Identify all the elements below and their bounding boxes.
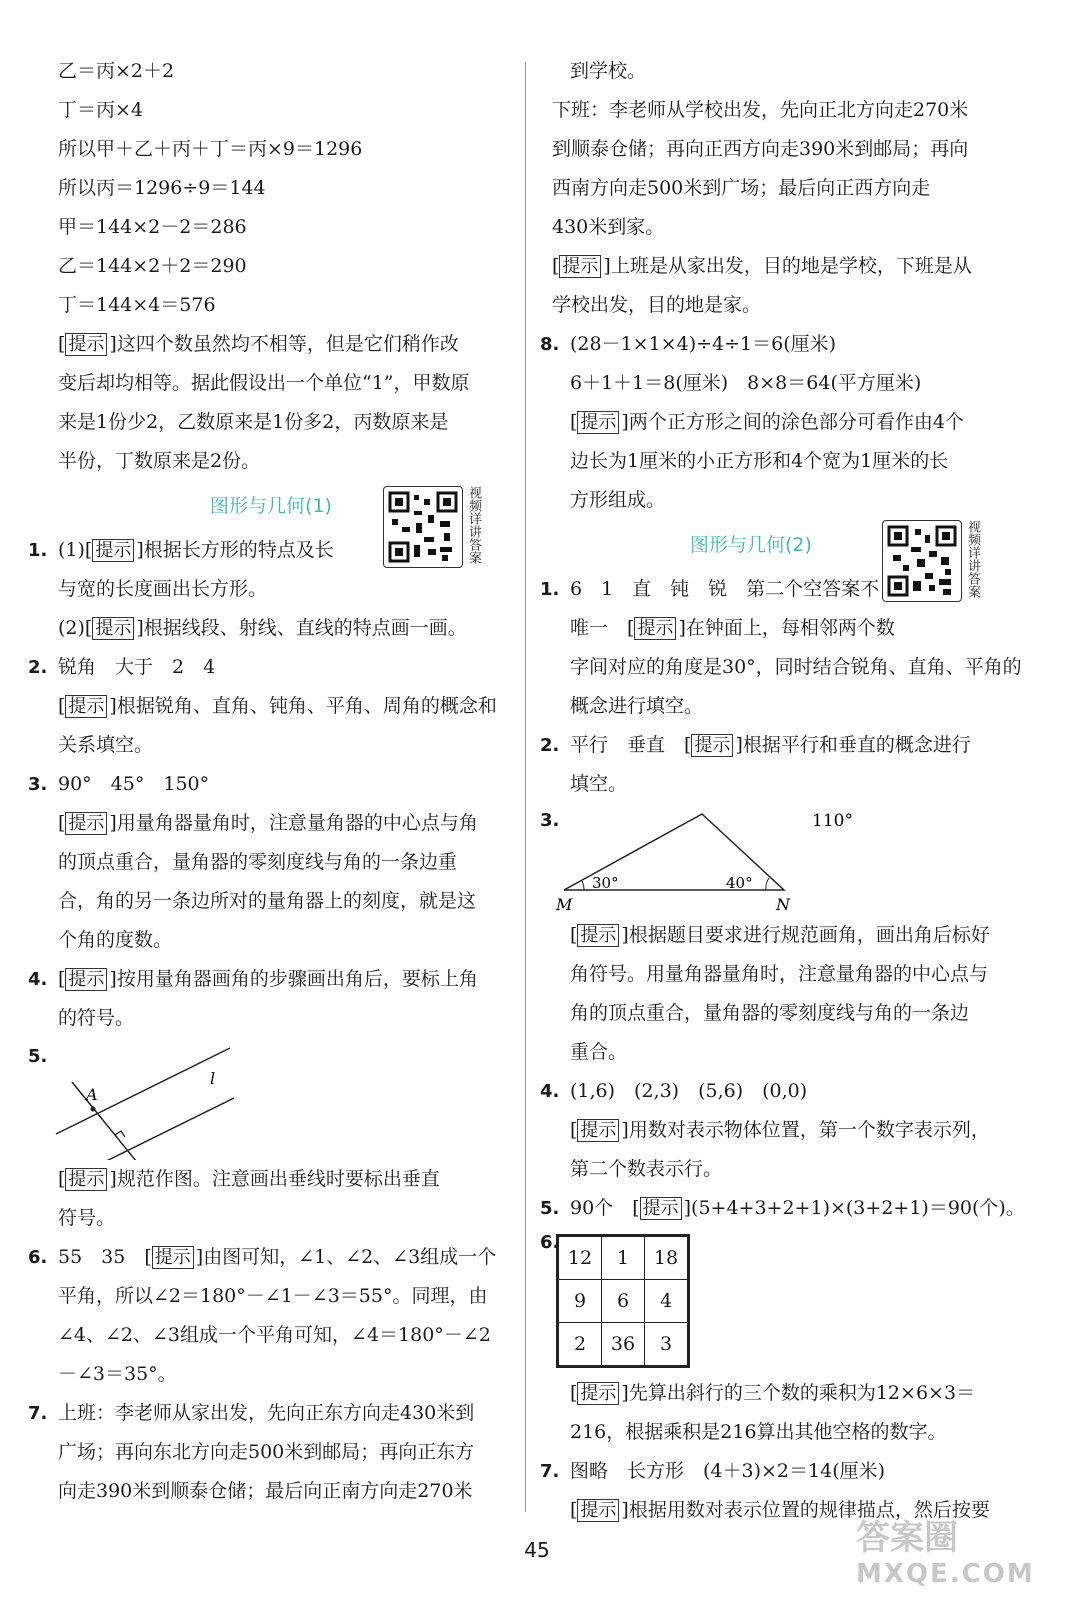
answer-line: 广场；再向东北方向走500米到邮局；再向正东方 xyxy=(58,1441,475,1463)
hint-line: [ 提示 ]这四个数虽然均不相等，但是它们稍作改 xyxy=(58,333,459,355)
answer-line: 向走390米到顺泰仓储；最后向正南方向走270米 xyxy=(58,1480,473,1502)
hint-line: 角的顶点重合，量角器的零刻度线与角的一条边 xyxy=(570,1002,970,1024)
hint-label: 提示 xyxy=(92,617,134,640)
hint-label: 提示 xyxy=(577,1382,619,1405)
answer-line: 6＋1＋1＝8(厘米) 8×8＝64(平方厘米) xyxy=(570,372,922,394)
section-title: 图形与几何(2) xyxy=(690,534,812,556)
grid-cell: 3 xyxy=(645,1323,688,1366)
hint-line: 半份，丁数原来是2份。 xyxy=(58,450,261,472)
answer-line: 430米到家。 xyxy=(552,216,665,238)
hint-label: 提示 xyxy=(65,1168,107,1191)
grid-row xyxy=(559,1237,688,1280)
question-2: 2. 平行 垂直 [ 提示 ]根据平行和垂直的概念进行 xyxy=(540,734,971,756)
point-n-label: N xyxy=(776,895,790,914)
question-1: 1. 6 1 直 钝 锐 第二个空答案不 xyxy=(540,578,880,600)
qr-code-video-left[interactable] xyxy=(383,486,483,566)
hint-label: 提示 xyxy=(691,734,733,757)
equation-line: 乙＝144×2＋2＝290 xyxy=(58,255,247,277)
hint-label: 提示 xyxy=(65,333,107,356)
page-number: 45 xyxy=(524,1538,550,1562)
question-8: 8. (28－1×1×4)÷4÷1＝6(厘米) xyxy=(540,333,837,355)
grid-cell: 4 xyxy=(645,1280,688,1323)
qr-icon xyxy=(383,486,463,568)
question-3: 3. 90° 45° 150° xyxy=(28,773,210,795)
question-4: 4. [ 提示 ]按用量角器画角的步骤画出角后，要标上角 xyxy=(28,968,478,990)
answer-line: 与宽的长度画出长方形。 xyxy=(58,578,268,600)
hint-label: 提示 xyxy=(65,812,107,835)
watermark-logo xyxy=(856,1510,1046,1590)
hint-line: 填空。 xyxy=(570,773,628,795)
equation-line: 所以丙＝1296÷9＝144 xyxy=(58,177,266,199)
hint-line: 合，角的另一条边所对的量角器上的刻度，就是这 xyxy=(58,890,477,912)
grid-table xyxy=(558,1236,688,1366)
question-5: 5. 90个 [ 提示 ](5+4+3+2+1)×(3+2+1)＝90(个)。 xyxy=(540,1197,1025,1219)
question-7: 7. 上班：李老师从家出发，先向正东方向走430米到 xyxy=(28,1402,475,1424)
qr-icon xyxy=(882,520,962,602)
hint-line: [ 提示 ]根据用数对表示位置的规律描点，然后按要 xyxy=(570,1499,990,1521)
left-column xyxy=(28,52,514,1511)
point-m-label: M xyxy=(556,895,573,914)
hint-line: ∠4、∠2、∠3组成一个平角可知，∠4＝180°－∠2 xyxy=(58,1324,491,1346)
question-6: 6. 12 1 18 9 6 4 2 36 3 xyxy=(540,1228,1050,1374)
equation-line: 甲＝144×2－2＝286 xyxy=(58,216,247,238)
hint-line: 个角的度数。 xyxy=(58,929,173,951)
hint-line: [ 提示 ]两个正方形之间的涂色部分可看作由4个 xyxy=(570,411,964,433)
grid-cell: 36 xyxy=(602,1323,645,1366)
perpendicular-figure xyxy=(50,1038,270,1160)
answer-line: 到顺泰仓储；再向正西方向走390米到邮局；再向 xyxy=(552,138,969,160)
grid-cell: 18 xyxy=(645,1237,688,1280)
qr-caption: 视频详讲答案 xyxy=(466,486,481,564)
equation-line: 丁＝丙×4 xyxy=(58,99,144,121)
line-l-label: l xyxy=(210,1069,216,1088)
hint-line: 第二个数表示行。 xyxy=(570,1158,723,1180)
hint-line: 变后却均相等。据此假设出一个单位“1”，甲数原 xyxy=(58,372,470,394)
column-divider xyxy=(525,62,526,1512)
question-5: 5. A l xyxy=(28,1038,514,1160)
triangle-figure xyxy=(540,804,900,916)
hint-line: 方形组成。 xyxy=(570,489,666,511)
answer-line: 唯一 [ 提示 ]在钟面上，每相邻两个数 xyxy=(570,617,895,639)
equation-line: 乙＝丙×2＋2 xyxy=(58,60,175,82)
equation-line: 所以甲＋乙＋丙＋丁＝丙×9＝1296 xyxy=(58,138,363,160)
equation-line: 丁＝144×4＝576 xyxy=(58,294,216,316)
question-4: 4. (1,6) (2,3) (5,6) (0,0) xyxy=(540,1080,808,1102)
hint-line: [ 提示 ]上班是从家出发，目的地是学校，下班是从 xyxy=(552,255,972,277)
angle-m-label: 30° xyxy=(592,874,619,892)
question-3: 3. 30° 40° M N 110° xyxy=(540,804,1050,916)
hint-line: 概念进行填空。 xyxy=(570,695,704,717)
qr-code-video-right[interactable] xyxy=(882,520,982,600)
hint-line: [ 提示 ]规范作图。注意画出垂线时要标出垂直 xyxy=(58,1168,440,1190)
hint-line: [ 提示 ]根据锐角、直角、钝角、平角、周角的概念和 xyxy=(58,695,497,717)
hint-line: 角符号。用量角器量角时，注意量角器的中心点与 xyxy=(570,963,989,985)
hint-label: 提示 xyxy=(634,617,676,640)
answer-line: 下班：李老师从学校出发，先向正北方向走270米 xyxy=(552,99,969,121)
grid-cell: 2 xyxy=(559,1323,602,1366)
hint-label: 提示 xyxy=(577,1119,619,1142)
grid-cell: 9 xyxy=(559,1280,602,1323)
hint-line: 来是1份少2，乙数原来是1份多2，丙数原来是 xyxy=(58,411,449,433)
magic-grid xyxy=(556,1234,690,1368)
hint-label: 提示 xyxy=(577,411,619,434)
watermark-line1: 答案圈 xyxy=(856,1518,958,1558)
question-6: 6. 55 35 [ 提示 ]由图可知，∠1、∠2、∠3组成一个 xyxy=(28,1246,497,1268)
question-2: 2. 锐角 大于 2 4 xyxy=(28,656,216,678)
question-7: 7. 图略 长方形 (4＋3)×2＝14(厘米) xyxy=(540,1460,886,1482)
hint-line: 216，根据乘积是216算出其他空格的数字。 xyxy=(570,1421,947,1443)
hint-line: 重合。 xyxy=(570,1041,628,1063)
qr-caption: 视频详讲答案 xyxy=(965,520,980,598)
hint-line: [ 提示 ]先算出斜行的三个数的乘积为12×6×3＝ xyxy=(570,1382,976,1404)
section-title: 图形与几何(1) xyxy=(210,495,332,517)
hint-label: 提示 xyxy=(92,539,134,562)
hint-line: 边长为1厘米的小正方形和4个宽为1厘米的长 xyxy=(570,450,949,472)
answer-line: (2)[ 提示 ]根据线段、射线、直线的特点画一画。 xyxy=(58,617,467,639)
grid-row xyxy=(559,1323,688,1366)
grid-cell: 6 xyxy=(602,1280,645,1323)
grid-row xyxy=(559,1280,688,1323)
angle-answer: 110° xyxy=(812,811,853,831)
hint-line: 字间对应的角度是30°，同时结合锐角、直角、平角的 xyxy=(570,656,1022,678)
right-column xyxy=(540,52,1050,1530)
hint-line: 的顶点重合，量角器的零刻度线与角的一条边重 xyxy=(58,851,458,873)
hint-line: －∠3＝35°。 xyxy=(58,1363,177,1385)
hint-line: 的符号。 xyxy=(58,1007,135,1029)
hint-line: 学校出发，目的地是家。 xyxy=(552,294,762,316)
hint-line: [ 提示 ]根据题目要求进行规范画角，画出角后标好 xyxy=(570,924,990,946)
hint-line: 平角，所以∠2＝180°－∠1－∠3＝55°。同理，由 xyxy=(58,1285,488,1307)
hint-line: 符号。 xyxy=(58,1207,116,1229)
hint-label: 提示 xyxy=(152,1246,194,1269)
question-number: 1. xyxy=(28,540,48,561)
hint-label: 提示 xyxy=(640,1197,682,1220)
question-1: 1. (1)[ 提示 ]根据长方形的特点及长 xyxy=(28,531,514,570)
hint-line: [ 提示 ]用数对表示物体位置，第一个数字表示列， xyxy=(570,1119,990,1141)
hint-label: 提示 xyxy=(559,255,601,278)
hint-label: 提示 xyxy=(577,924,619,947)
hint-label: 提示 xyxy=(65,695,107,718)
answer-line: 西南方向走500米到广场；最后向正西方向走 xyxy=(552,177,931,199)
hint-line: [ 提示 ]用量角器量角时，注意量角器的中心点与角 xyxy=(58,812,478,834)
hint-label: 提示 xyxy=(65,968,107,991)
watermark-line2: MXQE.COM xyxy=(856,1559,1035,1589)
hint-label: 提示 xyxy=(577,1499,619,1522)
grid-cell: 12 xyxy=(559,1237,602,1280)
point-a-label: A xyxy=(86,1085,98,1104)
grid-cell: 1 xyxy=(602,1237,645,1280)
angle-n-label: 40° xyxy=(726,874,753,892)
answer-line: 到学校。 xyxy=(570,60,647,82)
hint-line: 关系填空。 xyxy=(58,734,154,756)
